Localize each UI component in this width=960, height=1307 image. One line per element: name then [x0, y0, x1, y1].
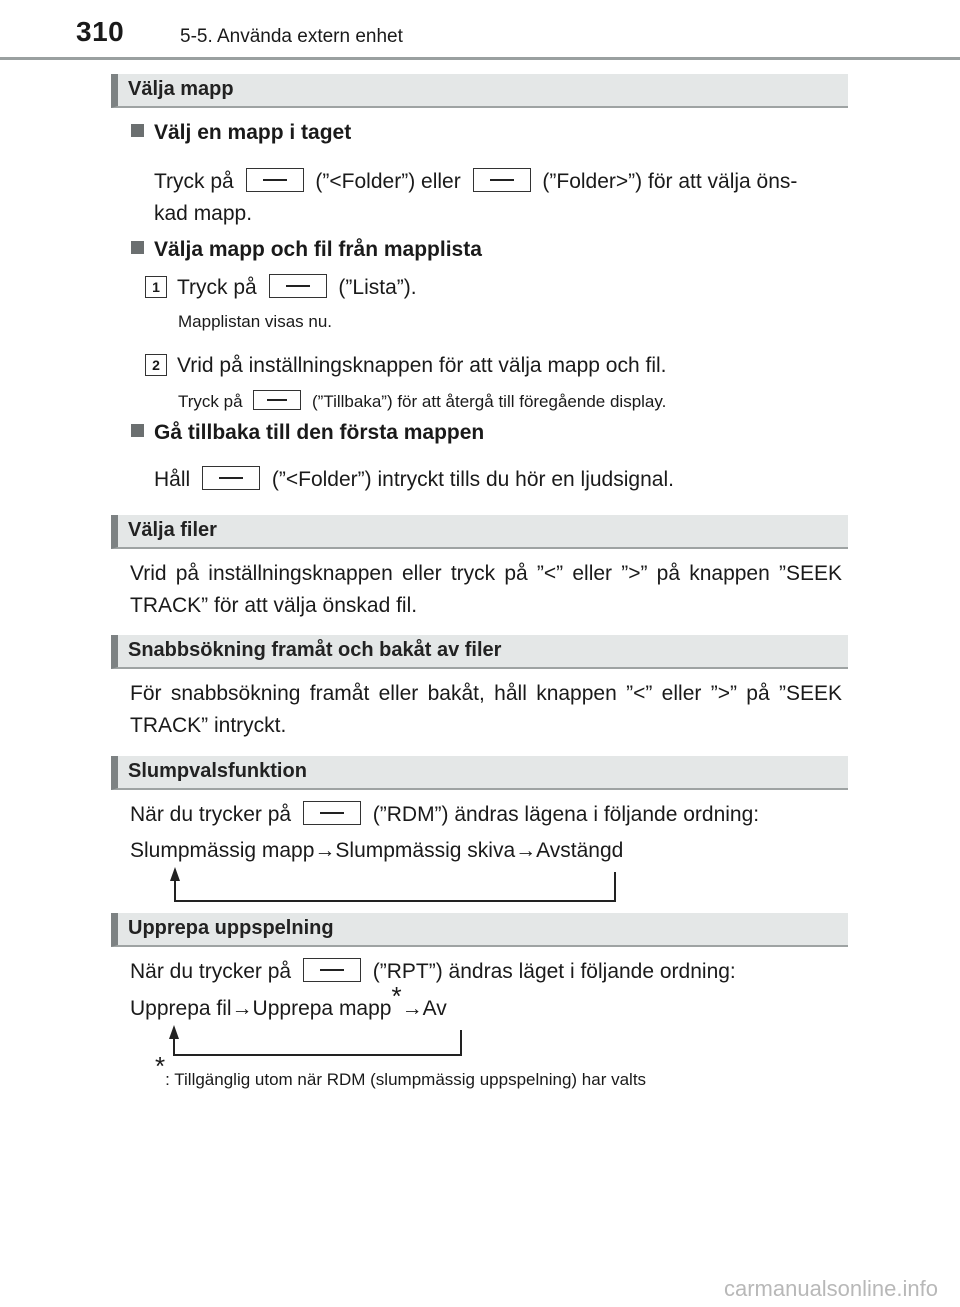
step-number: 2 [145, 354, 167, 376]
section-title: Välja mapp [128, 78, 234, 100]
arrow-up-icon [169, 1025, 179, 1039]
subheading-one-folder: Välj en mapp i taget [131, 121, 351, 145]
paragraph-random: När du trycker på (”RDM”) ändras lägena i följande ordning: [130, 803, 760, 826]
step-1-note: Mapplistan visas nu. [178, 312, 333, 331]
breadcrumb: 5-5. Använda extern enhet [180, 26, 403, 47]
step-2: 2 Vrid på inställningsknappen för att välja mapp och fil. [145, 350, 667, 382]
section-title: Snabbsökning framåt och bakåt av filer [128, 639, 502, 661]
square-bullet-icon [131, 241, 144, 254]
button-icon [246, 168, 304, 192]
section-title: Slumpvalsfunktion [128, 760, 307, 782]
paragraph-first-folder: Håll (”<Folder”) intryckt tills du hör en ljudsignal. [154, 468, 674, 491]
subheading-first-folder: Gå tillbaka till den första mappen [131, 421, 484, 445]
subheading-folder-list: Välja mapp och fil från mapplista [131, 238, 482, 262]
section-bar-repeat [111, 913, 848, 947]
button-icon [202, 466, 260, 490]
button-icon [303, 958, 361, 982]
random-sequence: Slumpmässig mapp→Slumpmässig skiva→Avstängd [130, 839, 624, 862]
section-title: Välja filer [128, 519, 217, 541]
button-icon [303, 801, 361, 825]
loop-arrow [174, 872, 616, 902]
paragraph-repeat: När du trycker på (”RPT”) ändras läget i följande ordning: [130, 960, 736, 983]
square-bullet-icon [131, 124, 144, 137]
step-number: 1 [145, 276, 167, 298]
button-icon [473, 168, 531, 192]
square-bullet-icon [131, 424, 144, 437]
footnote: *: Tillgänglig utom när RDM (slumpmässig uppspelning) har valts [155, 1051, 647, 1089]
paragraph-one-folder-cont: kad mapp. [154, 202, 253, 225]
paragraph-seek: För snabbsökning framåt eller bakåt, håll knappen ”<” eller ”>” på ”SEEK TRACK” intryckt. [130, 682, 842, 737]
section-title: Upprepa uppspelning [128, 917, 334, 939]
repeat-sequence: Upprepa fil→Upprepa mapp*→Av [130, 981, 447, 1020]
section-bar-files [111, 515, 848, 549]
step-2-note: Tryck på (”Tillbaka”) för att återgå till föregående display. [178, 392, 667, 411]
section-bar-random [111, 756, 848, 790]
paragraph-one-folder: Tryck på (”<Folder”) eller (”Folder>”) för att välja öns- [154, 170, 798, 193]
button-icon [269, 274, 327, 298]
footnote-marker: * [155, 1051, 166, 1081]
watermark: carmanualsonline.info [723, 1276, 938, 1301]
paragraph-files: Vrid på inställningsknappen eller tryck på ”<” eller ”>” på knappen ”SEEK TRACK” för att välja önskad fil. [130, 562, 842, 617]
loop-arrow [173, 1030, 462, 1056]
page-number: 310 [76, 16, 125, 47]
section-bar-seek [111, 635, 848, 669]
section-bar-folder [111, 74, 848, 108]
arrow-up-icon [170, 867, 180, 881]
header-rule [0, 57, 960, 60]
footnote-marker: * [391, 981, 402, 1011]
button-icon [253, 390, 301, 410]
step-1: 1 Tryck på (”Lista”). [145, 272, 417, 304]
